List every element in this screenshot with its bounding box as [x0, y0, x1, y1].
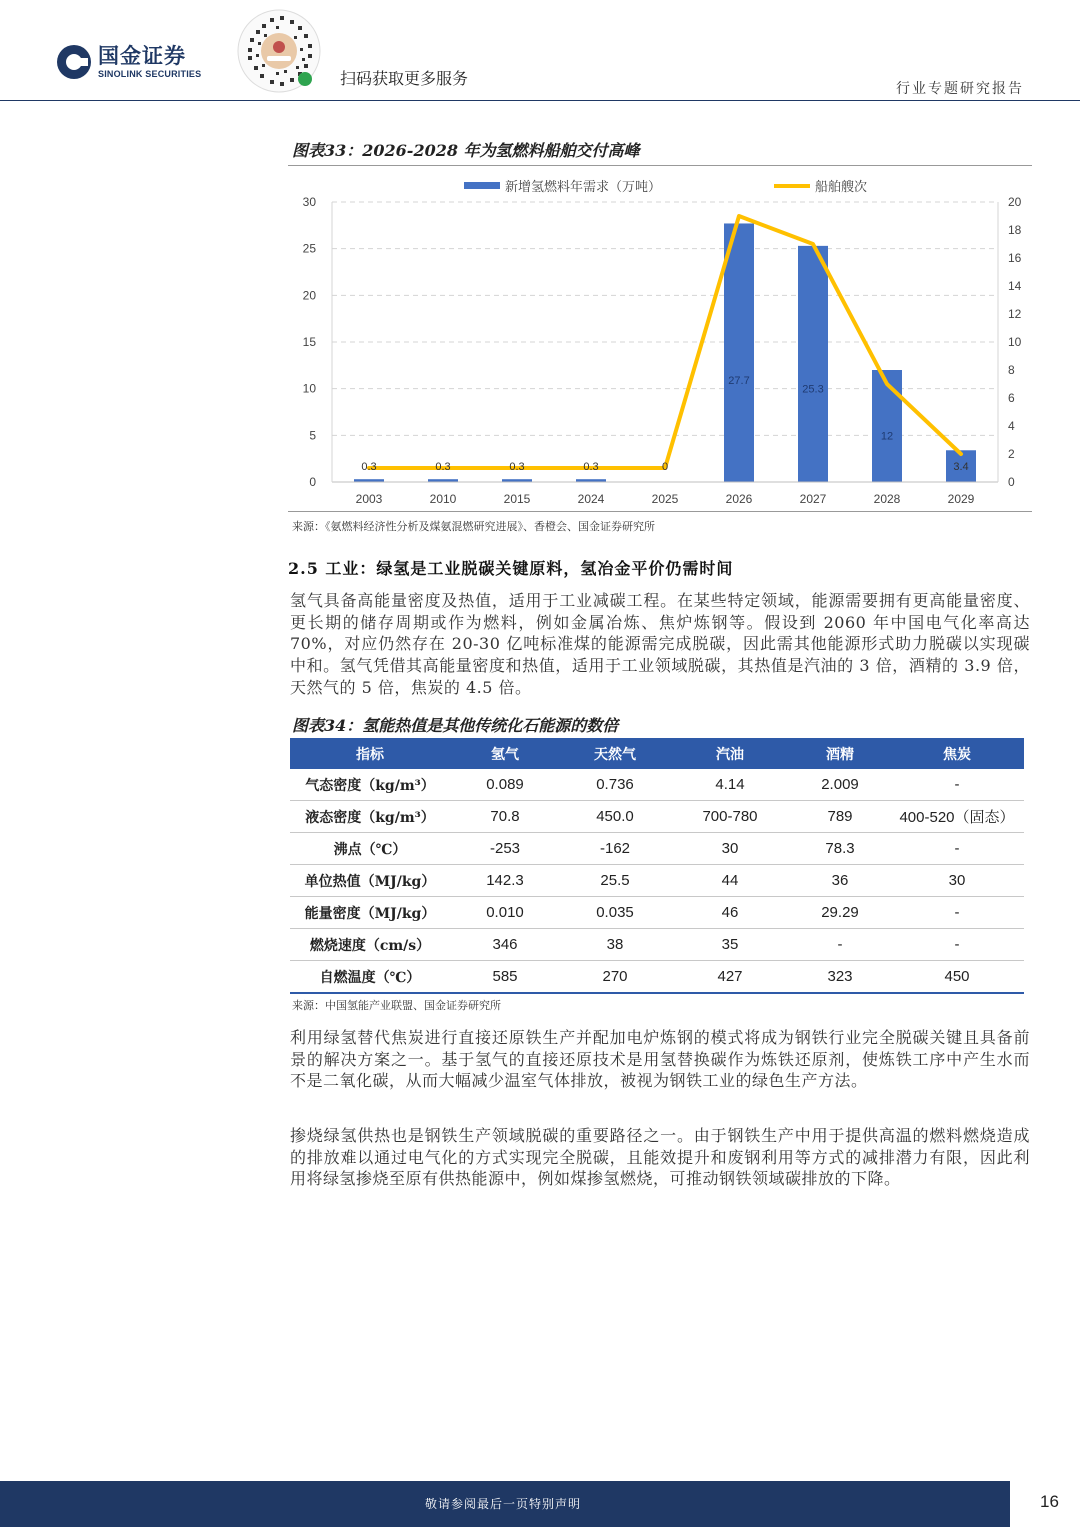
table-cell: 30 — [890, 865, 1024, 897]
table-cell: 0.010 — [450, 897, 560, 929]
table-cell: 35 — [670, 929, 790, 961]
y2-tick-label: 18 — [1008, 223, 1022, 237]
legend-label-line: 船舶艘次 — [815, 180, 868, 195]
y-tick-label: 15 — [302, 335, 316, 349]
table-row — [290, 833, 1024, 865]
bar-data-label: 25.3 — [802, 383, 824, 396]
table-row-label: 单位热值（MJ/kg） — [290, 865, 450, 897]
y-tick-label: 30 — [302, 195, 316, 209]
y2-tick-label: 14 — [1008, 279, 1022, 293]
table-row-label: 液态密度（kg/m³） — [290, 801, 450, 833]
x-tick-label: 2003 — [355, 492, 383, 506]
figure-33-title: 图表33：2026-2028 年为氢燃料船舶交付高峰 — [292, 141, 640, 160]
table-cell: 29.29 — [790, 897, 890, 929]
table-cell: 450 — [890, 961, 1024, 994]
table-row — [290, 769, 1024, 801]
y2-tick-label: 0 — [1008, 475, 1015, 489]
table-header-cell: 焦炭 — [890, 738, 1024, 769]
brand-logo — [56, 40, 201, 84]
table-cell: - — [890, 769, 1024, 801]
x-tick-label: 2024 — [577, 492, 605, 506]
report-type: 行业专题研究报告 — [896, 81, 1024, 97]
table-cell: 2.009 — [790, 769, 890, 801]
chart-axes — [303, 195, 1022, 506]
table-cell: 78.3 — [790, 833, 890, 865]
page-number: 16 — [1040, 1492, 1059, 1511]
legend-swatch-bar — [464, 182, 500, 189]
x-tick-label: 2015 — [503, 492, 531, 506]
chart-legend — [464, 179, 867, 195]
legend-label-bar: 新增氢燃料年需求（万吨） — [505, 180, 662, 195]
sinolink-logo-icon — [56, 44, 92, 80]
logo-english-name: SINOLINK SECURITIES — [98, 68, 202, 79]
table-cell: 4.14 — [670, 769, 790, 801]
y-tick-label: 5 — [309, 428, 316, 443]
table-cell: 142.3 — [450, 865, 560, 897]
table-header-cell: 酒精 — [790, 738, 890, 769]
table-row — [290, 865, 1024, 897]
qr-code-icon[interactable] — [236, 8, 322, 94]
table-cell: 427 — [670, 961, 790, 994]
x-tick-label: 2027 — [799, 492, 827, 506]
table-cell: 789 — [790, 801, 890, 833]
table-row-label: 气态密度（kg/m³） — [290, 769, 450, 801]
table-cell: 70.8 — [450, 801, 560, 833]
bar — [724, 223, 754, 482]
table-cell: 346 — [450, 929, 560, 961]
bar-data-label: 0.3 — [435, 461, 451, 473]
table-header-cell: 氢气 — [450, 738, 560, 769]
table-cell: 0.736 — [560, 769, 670, 801]
bar-data-label: 0.3 — [361, 461, 377, 473]
bar-data-label: 3.4 — [953, 461, 969, 473]
bar-data-label: 12 — [880, 430, 894, 443]
figure-34-source: 来源：中国氢能产业联盟、国金证券研究所 — [292, 999, 501, 1012]
x-tick-label: 2010 — [429, 492, 457, 506]
footer-disclaimer[interactable]: 敬请参阅最后一页特别声明 — [425, 1497, 582, 1511]
table-cell: 30 — [670, 833, 790, 865]
table-cell: 270 — [560, 961, 670, 994]
x-tick-label: 2025 — [651, 492, 679, 506]
table-header-cell: 天然气 — [560, 738, 670, 769]
table-cell: 700-780 — [670, 801, 790, 833]
table-cell: 44 — [670, 865, 790, 897]
bar — [798, 246, 828, 482]
body-paragraph-2: 利用绿氢替代焦炭进行直接还原铁生产并配加电炉炼钢的模式将成为钢铁行业完全脱碳关键且具备前景的解决方案之一。基于氢气的直接还原技术是用氢替换碳作为炼铁还原剂，使炼铁工序中产生水而不是二氧化碳，从而大幅减少温室气体排放，被视为钢铁工业的绿色生产方法。 — [290, 1028, 1030, 1091]
table-cell: -162 — [560, 833, 670, 865]
y2-tick-label: 16 — [1008, 251, 1022, 265]
table-cell: 0.089 — [450, 769, 560, 801]
body-paragraph-3: 掺烧绿氢供热也是钢铁生产领域脱碳的重要路径之一。由于钢铁生产中用于提供高温的燃料燃烧造成的排放难以通过电气化的方式实现完全脱碳，且能效提升和废钢利用等方式的减排潜力有限，因此利用将绿氢掺烧至原有供热能源中，例如煤掺氢燃烧，可推动钢铁领域碳排放的下降。 — [290, 1126, 1030, 1189]
table-cell: 25.5 — [560, 865, 670, 897]
bar-data-label: 0.3 — [583, 461, 599, 473]
bar-series — [354, 223, 976, 482]
y-tick-label: 0 — [309, 475, 316, 489]
figure-33-top-rule — [288, 165, 1032, 166]
table-cell: - — [890, 929, 1024, 961]
header-divider — [0, 100, 1080, 101]
page-header — [0, 0, 1080, 101]
bar-data-label: 27.7 — [728, 374, 750, 387]
table-cell: 36 — [790, 865, 890, 897]
y2-tick-label: 12 — [1008, 307, 1022, 321]
table-cell: - — [890, 833, 1024, 865]
table-cell: 38 — [560, 929, 670, 961]
table-header-cell: 指标 — [290, 738, 450, 769]
table-header-row — [290, 738, 1024, 769]
table-cell: - — [790, 929, 890, 961]
table-cell: 323 — [790, 961, 890, 994]
figure-33-source: 来源：《氨燃料经济性分析及煤氨混燃研究进展》、香橙会、国金证券研究所 — [292, 520, 655, 533]
table-cell: 46 — [670, 897, 790, 929]
y2-tick-label: 2 — [1008, 447, 1015, 461]
table-row — [290, 961, 1024, 994]
figure-34-title: 图表34：氢能热值是其他传统化石能源的数倍 — [292, 716, 619, 735]
y2-tick-label: 8 — [1008, 363, 1015, 377]
figure-33-chart — [288, 170, 1032, 510]
table-cell: 585 — [450, 961, 560, 994]
y2-tick-label: 6 — [1008, 391, 1015, 405]
table-row-label: 能量密度（MJ/kg） — [290, 897, 450, 929]
logo-chinese-name: 国金证券 — [98, 43, 186, 68]
table-row-label: 燃烧速度（cm/s） — [290, 929, 450, 961]
table-cell: -253 — [450, 833, 560, 865]
energy-comparison-table — [290, 738, 1024, 994]
y-tick-label: 20 — [302, 288, 316, 303]
x-tick-label: 2028 — [873, 492, 901, 506]
y-tick-label: 25 — [302, 241, 316, 256]
y2-tick-label: 20 — [1008, 195, 1022, 209]
table-row — [290, 929, 1024, 961]
table-cell: - — [890, 897, 1024, 929]
y-tick-label: 10 — [302, 381, 316, 396]
y2-tick-label: 4 — [1008, 419, 1015, 433]
x-tick-label: 2026 — [725, 492, 753, 506]
figure-33-bottom-rule — [288, 511, 1032, 512]
table-row-label: 沸点（℃） — [290, 833, 450, 865]
section-paragraph-1: 氢气具备高能量密度及热值，适用于工业减碳工程。在某些特定领域，能源需要拥有更高能量密度、更长期的储存周期或作为燃料，例如金属冶炼、焦炉炼钢等。假设到 2060 年中国电气化率高达 70%，对应仍然存在 20-30 亿吨标准煤的能源需完成脱碳，因此需其他能源形式助力脱碳以实现碳中和。氢气凭借其高能量密度和热值，适用于工业领域脱碳，其热值是汽油的 3 倍，酒精的 3.9 倍，天然气的 5 倍，焦炭的 4.5 倍。 — [290, 591, 1030, 697]
bar-data-label: 0.3 — [509, 461, 525, 473]
table-row — [290, 897, 1024, 929]
table-header-cell: 汽油 — [670, 738, 790, 769]
x-tick-label: 2029 — [947, 492, 975, 506]
qr-caption: 扫码获取更多服务 — [340, 69, 469, 88]
table-row — [290, 801, 1024, 833]
table-cell: 450.0 — [560, 801, 670, 833]
bar-data-label: 0 — [661, 461, 669, 473]
y2-tick-label: 10 — [1008, 335, 1022, 349]
table-cell: 400-520（固态） — [890, 801, 1024, 833]
bar — [872, 370, 902, 482]
table-row-label: 自燃温度（℃） — [290, 961, 450, 994]
table-cell: 0.035 — [560, 897, 670, 929]
section-heading: 2.5 工业：绿氢是工业脱碳关键原料，氢冶金平价仍需时间 — [288, 559, 734, 578]
